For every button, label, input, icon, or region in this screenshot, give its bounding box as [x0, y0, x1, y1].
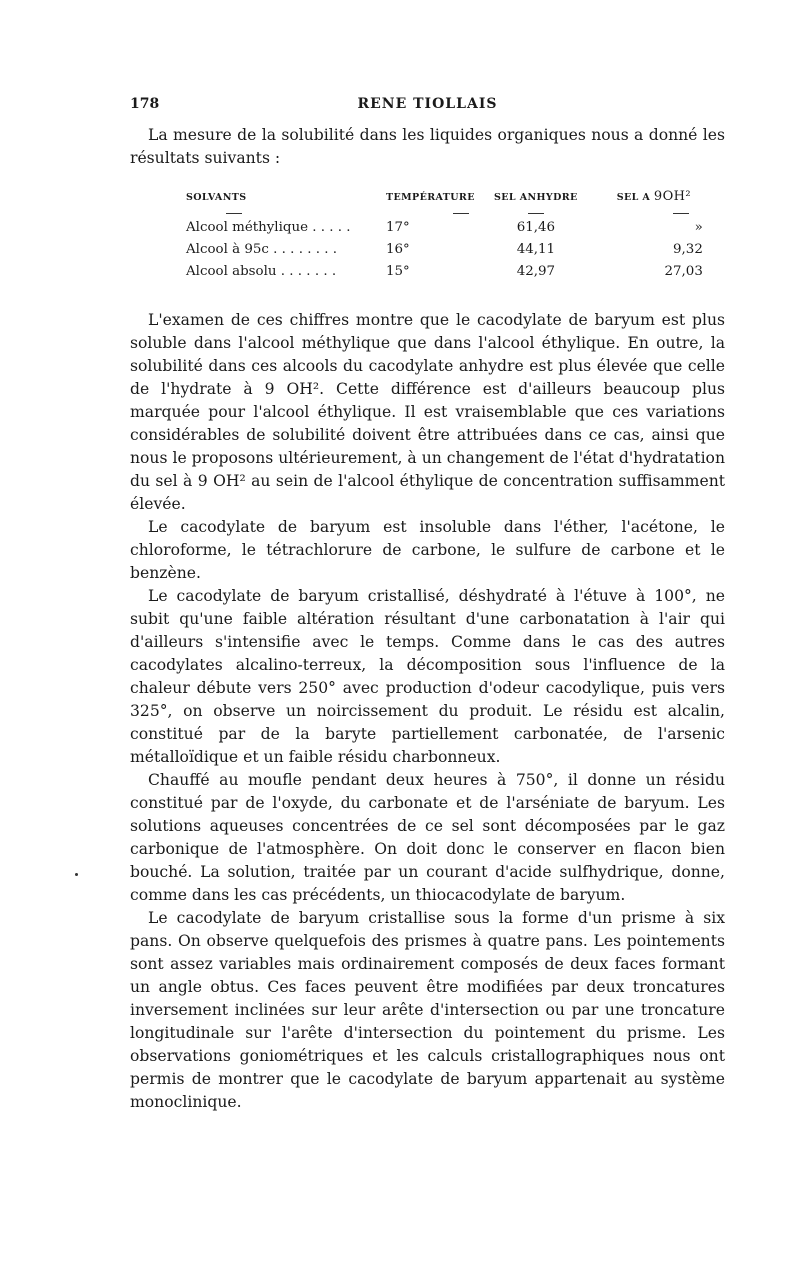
- table-header-row: [186, 186, 711, 209]
- table-row: [186, 217, 711, 239]
- body-paragraph: Le cacodylate de baryum est insoluble dans l'éther, l'acétone, le chloroforme, le tétrachlorure de carbone, le sulfure de carbone et le benzène.: [130, 518, 725, 582]
- solvent-cell: Alcool à 95c . . . . . . . .: [186, 242, 337, 257]
- table-row: [186, 239, 711, 261]
- temperature-cell: 17°: [386, 220, 410, 235]
- anhydre-cell: 42,97: [516, 264, 556, 279]
- page-header: [130, 96, 725, 118]
- column-header-hydrate: SEL A 9OH²: [616, 189, 691, 204]
- column-header-temperature: TEMPÉRATURE: [386, 191, 475, 203]
- body-paragraph: Le cacodylate de baryum cristallise sous la forme d'un prisme à six pans. On observe quelquefois des prismes à quatre pans. Les pointements sont assez variables mais ordinairement composés de deux faces formant un angle obtus. Ces faces peuvent être modifiées par deux troncatures inversement inclinées sur leur arête d'intersection ou par une troncature longitudinale sur l'arête d'intersection du pointement du prisme. Les observations goniométriques et les calculs cristallographiques nous ont permis de montrer que le cacodylate de baryum appartenait au système monoclinique.: [130, 909, 725, 1111]
- column-header-solvants: SOLVANTS: [186, 191, 247, 203]
- hydrate-cell: 27,03: [664, 264, 703, 279]
- hydrate-formula: 9OH²: [653, 189, 691, 204]
- body-paragraph: L'examen de ces chiffres montre que le cacodylate de baryum est plus soluble dans l'alcool méthylique que dans l'alcool éthylique. En outre, la solubilité dans ces alcools du cacodylate anhydre est plus élevée que celle de l'hydrate à 9 OH². Cette différence est d'ailleurs beaucoup plus marquée pour l'alcool éthylique. Il est vraisemblable que ces variations considérables de solubilité doivent être attribuées dans ce cas, ainsi que nous le proposons ultérieurement, à un changement de l'état d'hydratation du sel à 9 OH² au sein de l'alcool éthylique de concentration suffisamment élevée.: [130, 311, 725, 513]
- solvent-cell: Alcool méthylique . . . . .: [186, 220, 351, 235]
- running-head: RENE TIOLLAIS: [357, 96, 498, 112]
- temperature-cell: 16°: [386, 242, 410, 257]
- anhydre-cell: 61,46: [516, 220, 556, 235]
- body-text: [130, 309, 725, 1114]
- page-number: 178: [130, 96, 160, 112]
- anhydre-cell: 44,11: [516, 242, 556, 257]
- header-dash-row: [186, 209, 711, 217]
- hydrate-cell: 9,32: [673, 242, 703, 257]
- intro-paragraph: La mesure de la solubilité dans les liquides organiques nous a donné les résultats suivants :: [130, 126, 725, 167]
- body-paragraph: Chauffé au moufle pendant deux heures à 750°, il donne un résidu constitué par de l'oxyde, du carbonate et de l'arséniate de baryum. Les solutions aqueuses concentrées de ce sel sont décomposées par le gaz carbonique de l'atmosphère. On doit donc le conserver en flacon bien bouché. La solution, traitée par un courant d'acide sulfhydrique, donne, comme dans les cas précédents, un thiocacodylate de baryum.: [130, 771, 725, 904]
- page: [130, 96, 725, 1114]
- solvent-cell: Alcool absolu . . . . . . .: [186, 264, 337, 279]
- column-header-anhydre: SEL ANHYDRE: [494, 191, 578, 203]
- body-paragraph: Le cacodylate de baryum cristallisé, déshydraté à l'étuve à 100°, ne subit qu'une faible altération résultant d'une carbonatation à l'air qui d'ailleurs s'intensifie avec le temps. Comme dans le cas des autres cacodylates alcalino-terreux, la décomposition sous l'influence de la chaleur débute vers 250° avec production d'odeur cacodylique, puis vers 325°, on observe un noircissement du produit. Le résidu est alcalin, constitué par de la baryte partiellement carbonatée, de l'arsenic métalloïdique et un faible résidu charbonneux.: [130, 587, 725, 766]
- solubility-table: [186, 186, 711, 283]
- hydrate-cell: »: [694, 220, 703, 235]
- temperature-cell: 15°: [386, 264, 410, 279]
- table-row: [186, 261, 711, 283]
- page-speck: [75, 873, 78, 876]
